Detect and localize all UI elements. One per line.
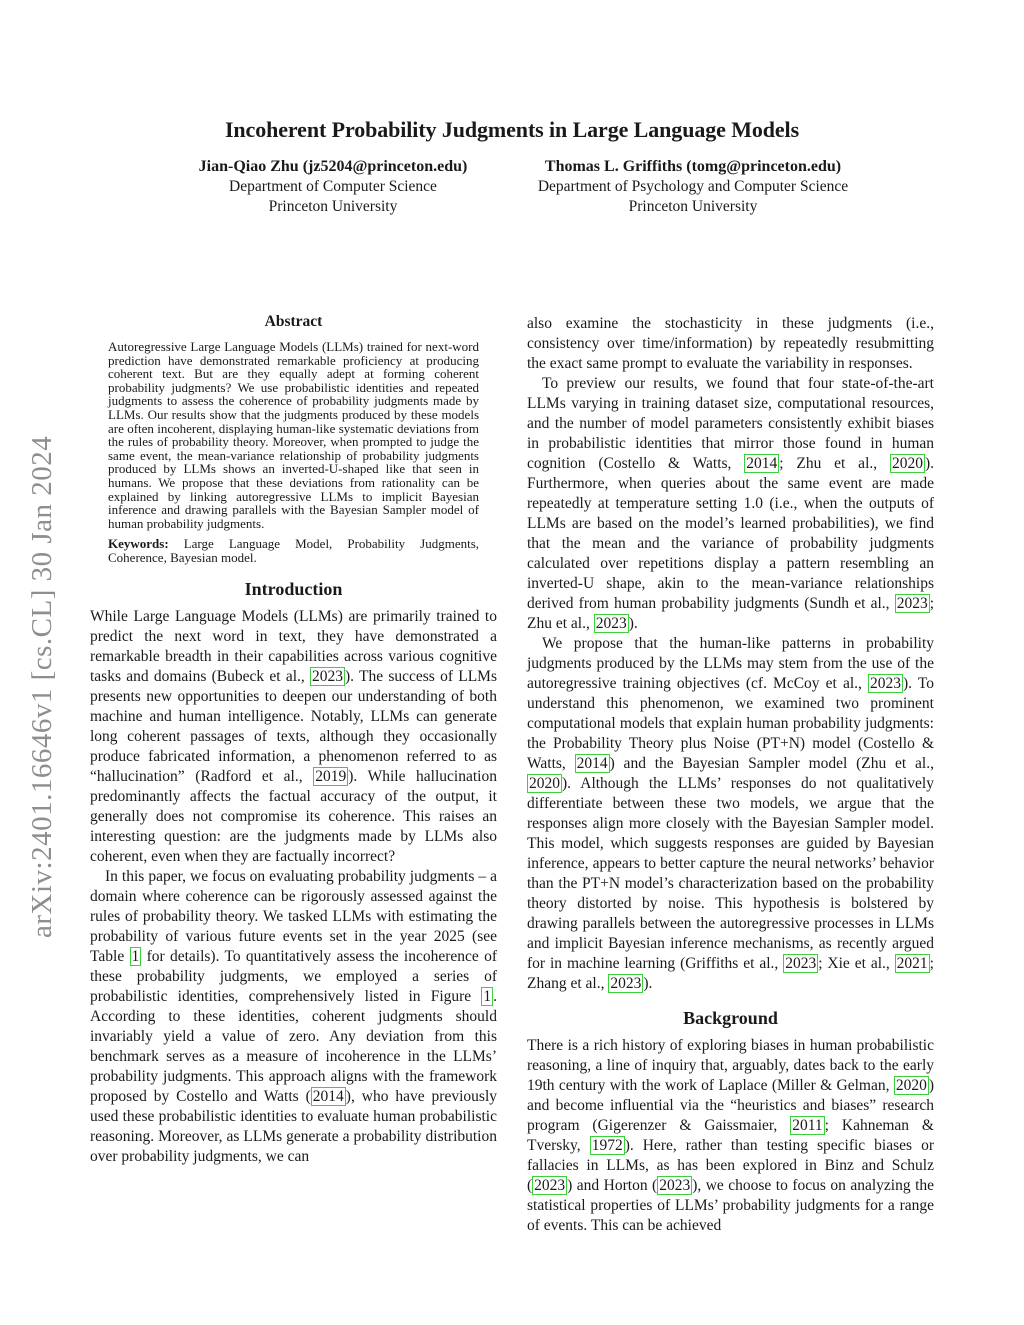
author-institution: Princeton University — [268, 198, 398, 215]
citation-link[interactable]: 2023 — [610, 975, 642, 992]
text-run: ). — [643, 975, 653, 992]
citation-link[interactable]: 1972 — [591, 1137, 623, 1154]
paragraph — [90, 867, 497, 1167]
citation-link[interactable]: 2023 — [785, 955, 817, 972]
citation-link[interactable]: 2020 — [891, 455, 923, 472]
text-run: In this paper, we focus on evaluating probability judgments – a domain where coherence can be rigorously assessed against the rules of probability theory. We tasked LLMs with estimating the probability of various future events set in the year 2025 (see Table — [90, 868, 497, 966]
text-run: ) and the Bayesian Sampler model (Zhu et al., — [609, 755, 934, 772]
citation-link[interactable]: 2014 — [576, 755, 608, 772]
text-run: ; Zhu et al., — [527, 595, 934, 632]
paragraph — [527, 634, 934, 994]
paragraph: also examine the stochasticity in these judgments (i.e., consistency over time/information) by repeatedly resubmitting the exact same prompt to evaluate the variability in responses. — [527, 315, 934, 372]
abstract-text: Autoregressive Large Language Models (LLMs) trained for next-word prediction have demonstrated remarkable proficiency at producing coherent text. But are they equally adept at forming coherent probability judgments? We use probabilistic identities and repeated judgments to assess the coherence of probability judgments made by LLMs. Our results show that the judgments produced by these models are often incoherent, displaying human-like systematic deviations from the rules of probability theory. Moreover, when prompted to judge the same event, the mean-variance relationship of probability judgments produced by LLMs shows an inverted-U-shaped like that seen in humans. We propose that these deviations from rationality can be explained by linking autoregressive LLMs to implicit Bayesian inference and drawing parallels with the Bayesian Sampler model of human probability judgments. — [108, 339, 479, 531]
paper-title: Incoherent Probability Judgments in Large Language Models — [224, 117, 800, 142]
author-department: Department of Computer Science — [229, 178, 437, 195]
left-column — [90, 312, 497, 1167]
text-run: ; Kahneman & Tversky, — [527, 1117, 934, 1154]
section-heading-background: Background — [683, 1008, 778, 1028]
author-department: Department of Psychology and Computer Science — [537, 178, 849, 195]
text-run: for details). To quantitatively assess the incoherence of these probability judgments, we employed a series of probabilistic identities, comprehensively listed in Figure — [90, 948, 497, 1006]
text-run: ). While hallucination predominantly affects the factual accuracy of the output, it generally does not compromise its coherence. This raises an interesting question: are the judgments made by LLMs also coherent, even when they are factually incorrect? — [90, 768, 497, 866]
text-run: We propose that the human-like patterns in probability judgments produced by the LLMs may stem from the use of the autoregressive training objectives (cf. McCoy et al., — [527, 635, 934, 692]
section-heading-introduction: Introduction — [244, 579, 343, 600]
author-name: Thomas L. Griffiths (tomg@princeton.edu) — [544, 158, 842, 175]
citation-link[interactable]: 2023 — [595, 615, 627, 632]
citation-link[interactable]: 2011 — [792, 1117, 823, 1134]
citation-link[interactable]: 2014 — [746, 455, 778, 472]
text-run: ) and Horton ( — [567, 1177, 658, 1194]
text-run: ), we choose to focus on analyzing the statistical properties of LLMs’ probability judgments for a range of events. This can be achieved — [527, 1177, 935, 1234]
text-run: ) and become influential via the “heuristics and biases” research program (Gigerenzer & Gaissmaier, — [527, 1077, 934, 1134]
author-block-2 — [508, 157, 878, 217]
citation-link[interactable]: 2020 — [895, 1077, 927, 1094]
citation-link[interactable]: 2023 — [312, 668, 343, 686]
text-run: . According to these identities, coherent judgments should invariably yield a value of zero. Any deviation from this benchmark serves as a measure of incoherence in the LLMs’ probability judgments. This approach aligns with the framework proposed by Costello and Watts ( — [90, 988, 497, 1106]
citation-link[interactable]: 2014 — [312, 1088, 344, 1106]
text-run: ; Zhang et al., — [527, 955, 934, 992]
citation-link[interactable]: 2023 — [659, 1177, 691, 1194]
text-run: ). Although the LLMs’ responses do not qualitatively differentiate between these two models, we argue that the responses align more closely with the Bayesian Sampler model. This model, which suggests responses are guided by Bayesian inference, appears to better capture the neural networks’ behavior than the PT+N model’s characterization based on the probability theory distorted by noise. This hypothesis is bolstered by drawing parallels between the autoregressive processes in LLMs and implicit Bayesian inference mechanisms, as recently argued for in machine learning (Griffiths et al., — [527, 775, 934, 972]
text-run: ; Xie et al., — [818, 955, 895, 972]
arxiv-identifier: arXiv:2401.16646v1 [cs.CL] 30 Jan 2024 — [26, 435, 58, 938]
figure-reference-link[interactable]: 1 — [483, 988, 492, 1006]
text-run: ). Furthermore, when queries about the same event are made repeatedly at temperature setting 1.0 (i.e., when the outputs of LLMs are based on the model’s learned probabilities), we find that the mean and the variance of probability judgments calculated over repetitions display a pattern resembling an inverted-U shape, akin to the mean-variance relationships derived from human probability judgments (Sundh et al., — [527, 455, 934, 612]
text-run: While Large Language Models (LLMs) are primarily trained to predict the next word in text, they have demonstrated a remarkable breadth in their capabilities across various cognitive tasks and domains (Bubeck et al., — [90, 608, 497, 686]
paragraph — [90, 607, 497, 867]
citation-link[interactable]: 2023 — [896, 595, 928, 612]
citation-link[interactable]: 2023 — [869, 675, 901, 692]
keywords — [108, 537, 479, 565]
text-run: ). — [628, 615, 638, 632]
text-run: ; Zhu et al., — [779, 455, 890, 472]
text-run: ). Here, rather than testing specific biases or fallacies in LLMs, as has been explored in Binz and Schulz ( — [527, 1137, 934, 1194]
author-name: Jian-Qiao Zhu (jz5204@princeton.edu) — [198, 158, 468, 175]
table-reference-link[interactable]: 1 — [131, 948, 140, 966]
paragraph — [527, 374, 934, 634]
right-column — [527, 314, 934, 1236]
citation-link[interactable]: 2023 — [534, 1177, 566, 1194]
citation-link[interactable]: 2020 — [529, 775, 560, 792]
citation-link[interactable]: 2019 — [315, 768, 347, 786]
text-run: ). The success of LLMs presents new opportunities to deepen our understanding of both machine and human intelligence. Notably, LLMs can generate long coherent passages of texts, although they occasionally produce fabricated information, a phenomenon referred to as “hallucination” (Radford et al., — [90, 668, 497, 786]
text-run: ), who have previously used these probabilistic identities to evaluate human probabilistic reasoning. Moreover, as LLMs generate a probability distribution over probability judgments, we can — [90, 1088, 497, 1166]
author-institution: Princeton University — [628, 198, 758, 215]
paragraph — [527, 1036, 934, 1236]
text-run: To preview our results, we found that four state-of-the-art LLMs varying in training dataset size, computational resources, and the number of model parameters consistently exhibit biases in probabilistic identities that mirror those found in human cognition (Costello & Watts, — [527, 375, 934, 472]
keywords-label: Keywords: — [108, 536, 169, 552]
citation-link[interactable]: 2021 — [896, 955, 928, 972]
keywords-text: Large Language Model, Probability Judgments, Coherence, Bayesian model. — [108, 536, 480, 566]
author-block-1 — [168, 157, 498, 217]
text-run: ). To understand this phenomenon, we examined two prominent computational models that explain human probability judgments: the Probability Theory plus Noise (PT+N) model (Costello & Watts, — [527, 675, 934, 772]
abstract-heading: Abstract — [264, 313, 323, 330]
text-run: There is a rich history of exploring biases in human probabilistic reasoning, a line of inquiry that, arguably, dates back to the early 19th century with the work of Laplace (Miller & Gelman, — [527, 1037, 934, 1094]
